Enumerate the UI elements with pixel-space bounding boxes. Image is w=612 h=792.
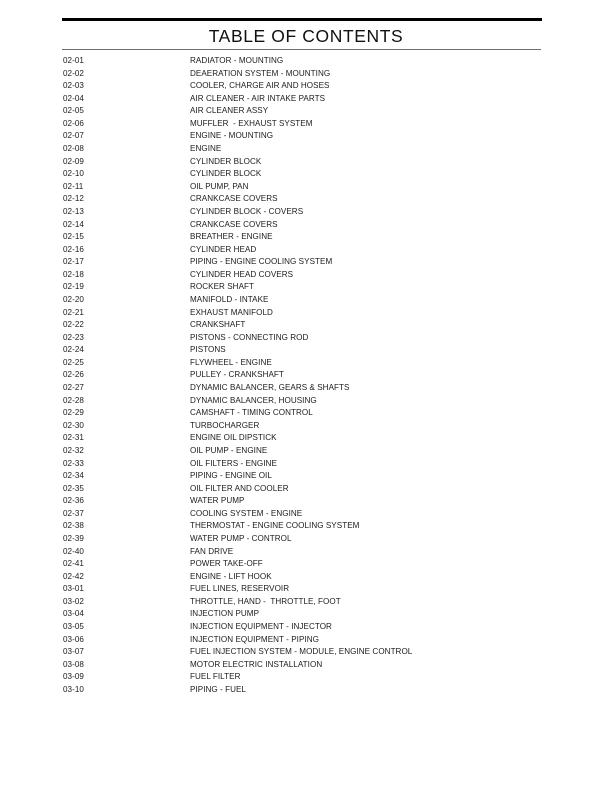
toc-entry-description: OIL PUMP, PAN <box>190 181 249 191</box>
toc-entry-code: 02-03 <box>63 81 84 91</box>
toc-entry-description: ENGINE <box>190 144 222 154</box>
toc-entry-code: 02-01 <box>63 56 84 65</box>
toc-entry-code: 02-37 <box>63 508 84 518</box>
toc-entry-code: 03-01 <box>63 584 84 594</box>
toc-entry-description: DYNAMIC BALANCER, HOUSING <box>190 395 317 405</box>
toc-entry[interactable] <box>0 307 612 320</box>
toc-entry-description: ENGINE - MOUNTING <box>190 131 274 141</box>
toc-entry-description: BREATHER - ENGINE <box>190 232 273 242</box>
toc-entry-code: 02-35 <box>63 483 84 493</box>
toc-entry-code: 02-25 <box>63 357 84 367</box>
toc-entry-description: MOTOR ELECTRIC INSTALLATION <box>190 659 323 669</box>
toc-entry[interactable] <box>0 105 612 118</box>
toc-entry-description: DYNAMIC BALANCER, GEARS & SHAFTS <box>190 383 350 393</box>
table-of-contents-list <box>0 55 612 696</box>
toc-entry-description: TURBOCHARGER <box>190 420 260 430</box>
toc-entry[interactable] <box>0 684 612 697</box>
toc-entry-code: 02-02 <box>63 68 84 78</box>
toc-entry-description: THERMOSTAT - ENGINE COOLING SYSTEM <box>190 521 360 531</box>
toc-entry[interactable] <box>0 533 612 546</box>
toc-entry[interactable] <box>0 583 612 596</box>
header-rule-thick <box>62 18 542 21</box>
toc-entry[interactable] <box>0 193 612 206</box>
toc-entry-code: 02-18 <box>63 269 84 279</box>
toc-entry-code: 03-02 <box>63 596 84 606</box>
toc-entry-description: FAN DRIVE <box>190 546 234 556</box>
toc-entry-description: CYLINDER BLOCK - COVERS <box>190 206 304 216</box>
toc-entry[interactable] <box>0 395 612 408</box>
toc-entry-description: WATER PUMP <box>190 496 245 506</box>
toc-entry-description: THROTTLE, HAND - THROTTLE, FOOT <box>190 596 341 606</box>
toc-entry-description: CYLINDER HEAD <box>190 244 257 254</box>
toc-entry[interactable] <box>0 357 612 370</box>
toc-entry-description: POWER TAKE-OFF <box>190 559 263 569</box>
toc-entry[interactable] <box>0 118 612 131</box>
toc-entry-description: INJECTION EQUIPMENT - INJECTOR <box>190 622 332 632</box>
toc-entry[interactable] <box>0 596 612 609</box>
toc-entry-code: 02-31 <box>63 433 84 443</box>
toc-entry-description: INJECTION EQUIPMENT - PIPING <box>190 634 319 644</box>
toc-entry-code: 02-27 <box>63 383 84 393</box>
toc-entry[interactable] <box>0 143 612 156</box>
toc-entry-description: COOLER, CHARGE AIR AND HOSES <box>190 81 330 91</box>
toc-entry-description: OIL PUMP - ENGINE <box>190 445 268 455</box>
toc-entry[interactable] <box>0 369 612 382</box>
toc-entry-description: CRANKSHAFT <box>190 320 246 330</box>
toc-entry-code: 03-05 <box>63 622 84 632</box>
toc-entry[interactable] <box>0 130 612 143</box>
toc-entry[interactable] <box>0 470 612 483</box>
toc-entry-code: 03-04 <box>63 609 84 619</box>
toc-entry-code: 02-22 <box>63 320 84 330</box>
toc-entry[interactable] <box>0 420 612 433</box>
toc-entry-code: 02-29 <box>63 408 84 418</box>
toc-entry[interactable] <box>0 344 612 357</box>
toc-entry-description: CRANKCASE COVERS <box>190 219 278 229</box>
toc-entry-code: 02-26 <box>63 370 84 380</box>
toc-entry-code: 02-19 <box>63 282 84 292</box>
toc-entry-description: FLYWHEEL - ENGINE <box>190 357 272 367</box>
toc-entry-description: AIR CLEANER - AIR INTAKE PARTS <box>190 93 326 103</box>
toc-entry[interactable] <box>0 458 612 471</box>
toc-entry-code: 02-32 <box>63 445 84 455</box>
toc-entry-code: 02-20 <box>63 294 84 304</box>
toc-entry-code: 02-12 <box>63 194 84 204</box>
toc-entry[interactable] <box>0 608 612 621</box>
toc-entry-description: CRANKCASE COVERS <box>190 194 278 204</box>
toc-entry[interactable] <box>0 671 612 684</box>
toc-entry-description: ROCKER SHAFT <box>190 282 255 292</box>
toc-entry[interactable] <box>0 219 612 232</box>
toc-entry-code: 03-07 <box>63 647 84 657</box>
toc-entry-code: 03-10 <box>63 684 84 694</box>
toc-entry[interactable] <box>0 156 612 169</box>
toc-entry-description: PULLEY - CRANKSHAFT <box>190 370 284 380</box>
toc-entry[interactable] <box>0 520 612 533</box>
toc-entry[interactable] <box>0 621 612 634</box>
toc-entry[interactable] <box>0 546 612 559</box>
toc-entry-code: 02-41 <box>63 559 84 569</box>
toc-entry-description: EXHAUST MANIFOLD <box>190 307 273 317</box>
toc-entry-code: 02-09 <box>63 156 84 166</box>
toc-entry-code: 02-11 <box>63 181 84 191</box>
toc-entry[interactable] <box>0 168 612 181</box>
toc-entry-code: 02-21 <box>63 307 84 317</box>
toc-entry-description: CYLINDER BLOCK <box>190 169 262 179</box>
toc-entry[interactable] <box>0 244 612 257</box>
toc-entry-description: COOLING SYSTEM - ENGINE <box>190 508 303 518</box>
header-rule-thin <box>62 49 541 50</box>
toc-entry[interactable] <box>0 508 612 521</box>
toc-entry[interactable] <box>0 93 612 106</box>
toc-entry-code: 02-34 <box>63 471 84 481</box>
toc-entry-description: PIPING - FUEL <box>190 684 246 694</box>
toc-entry-description: PISTONS <box>190 345 226 355</box>
page-title: TABLE OF CONTENTS <box>208 26 404 46</box>
toc-entry[interactable] <box>0 332 612 345</box>
toc-entry-code: 02-06 <box>63 118 84 128</box>
toc-entry[interactable] <box>0 206 612 219</box>
toc-entry-code: 02-33 <box>63 458 84 468</box>
toc-entry[interactable] <box>0 256 612 269</box>
toc-entry-description: MUFFLER - EXHAUST SYSTEM <box>190 118 313 128</box>
toc-entry-description: FUEL INJECTION SYSTEM - MODULE, ENGINE CONTROL <box>190 647 413 657</box>
toc-entry-code: 02-16 <box>63 244 84 254</box>
toc-entry-description: CYLINDER BLOCK <box>190 156 262 166</box>
toc-entry-description: OIL FILTER AND COOLER <box>190 483 289 493</box>
toc-entry[interactable] <box>0 558 612 571</box>
toc-entry-description: ENGINE - LIFT HOOK <box>190 571 272 581</box>
toc-entry-description: FUEL LINES, RESERVOIR <box>190 584 290 594</box>
toc-entry-description: PIPING - ENGINE COOLING SYSTEM <box>190 257 333 267</box>
toc-entry-description: WATER PUMP - CONTROL <box>190 533 292 543</box>
toc-entry[interactable] <box>0 495 612 508</box>
toc-entry[interactable] <box>0 571 612 584</box>
toc-entry-description: INJECTION PUMP <box>190 609 260 619</box>
toc-entry-code: 02-30 <box>63 420 84 430</box>
toc-entry-code: 03-06 <box>63 634 84 644</box>
toc-entry[interactable] <box>0 382 612 395</box>
toc-entry-code: 02-17 <box>63 257 84 267</box>
toc-entry-code: 02-24 <box>63 345 84 355</box>
toc-entry-description: MANIFOLD - INTAKE <box>190 294 269 304</box>
toc-entry-code: 02-23 <box>63 332 84 342</box>
toc-entry-description: PIPING - ENGINE OIL <box>190 471 272 481</box>
toc-entry-description: CYLINDER HEAD COVERS <box>190 269 294 279</box>
toc-entry-description: DEAERATION SYSTEM - MOUNTING <box>190 68 331 78</box>
toc-entry[interactable] <box>0 80 612 93</box>
toc-entry-code: 03-09 <box>63 672 84 682</box>
toc-entry[interactable] <box>0 659 612 672</box>
toc-entry[interactable] <box>0 231 612 244</box>
toc-entry-code: 02-38 <box>63 521 84 531</box>
toc-entry-code: 02-40 <box>63 546 84 556</box>
toc-entry[interactable] <box>0 432 612 445</box>
toc-entry[interactable] <box>0 319 612 332</box>
toc-entry-description: AIR CLEANER ASSY <box>190 106 269 116</box>
toc-entry[interactable] <box>0 407 612 420</box>
toc-entry[interactable] <box>0 55 612 68</box>
toc-entry[interactable] <box>0 294 612 307</box>
toc-entry-description: RADIATOR - MOUNTING <box>190 56 284 65</box>
toc-entry-code: 02-10 <box>63 169 84 179</box>
toc-entry[interactable] <box>0 181 612 194</box>
toc-entry[interactable] <box>0 634 612 647</box>
toc-entry-description: OIL FILTERS - ENGINE <box>190 458 277 468</box>
toc-entry-code: 02-05 <box>63 106 84 116</box>
toc-entry-code: 03-08 <box>63 659 84 669</box>
toc-entry-code: 02-28 <box>63 395 84 405</box>
toc-entry[interactable] <box>0 68 612 81</box>
toc-entry[interactable] <box>0 445 612 458</box>
toc-entry-description: PISTONS - CONNECTING ROD <box>190 332 309 342</box>
toc-entry-code: 02-36 <box>63 496 84 506</box>
toc-entry-code: 02-14 <box>63 219 84 229</box>
toc-entry-code: 02-04 <box>63 93 84 103</box>
toc-entry-code: 02-07 <box>63 131 84 141</box>
toc-entry[interactable] <box>0 281 612 294</box>
toc-entry-code: 02-42 <box>63 571 84 581</box>
toc-entry[interactable] <box>0 646 612 659</box>
toc-entry-description: FUEL FILTER <box>190 672 241 682</box>
toc-entry[interactable] <box>0 269 612 282</box>
toc-entry-description: ENGINE OIL DIPSTICK <box>190 433 277 443</box>
toc-entry-description: CAMSHAFT - TIMING CONTROL <box>190 408 313 418</box>
toc-entry-code: 02-15 <box>63 232 84 242</box>
toc-entry-code: 02-39 <box>63 533 84 543</box>
toc-entry-code: 02-08 <box>63 144 84 154</box>
toc-entry-code: 02-13 <box>63 206 84 216</box>
toc-entry[interactable] <box>0 483 612 496</box>
